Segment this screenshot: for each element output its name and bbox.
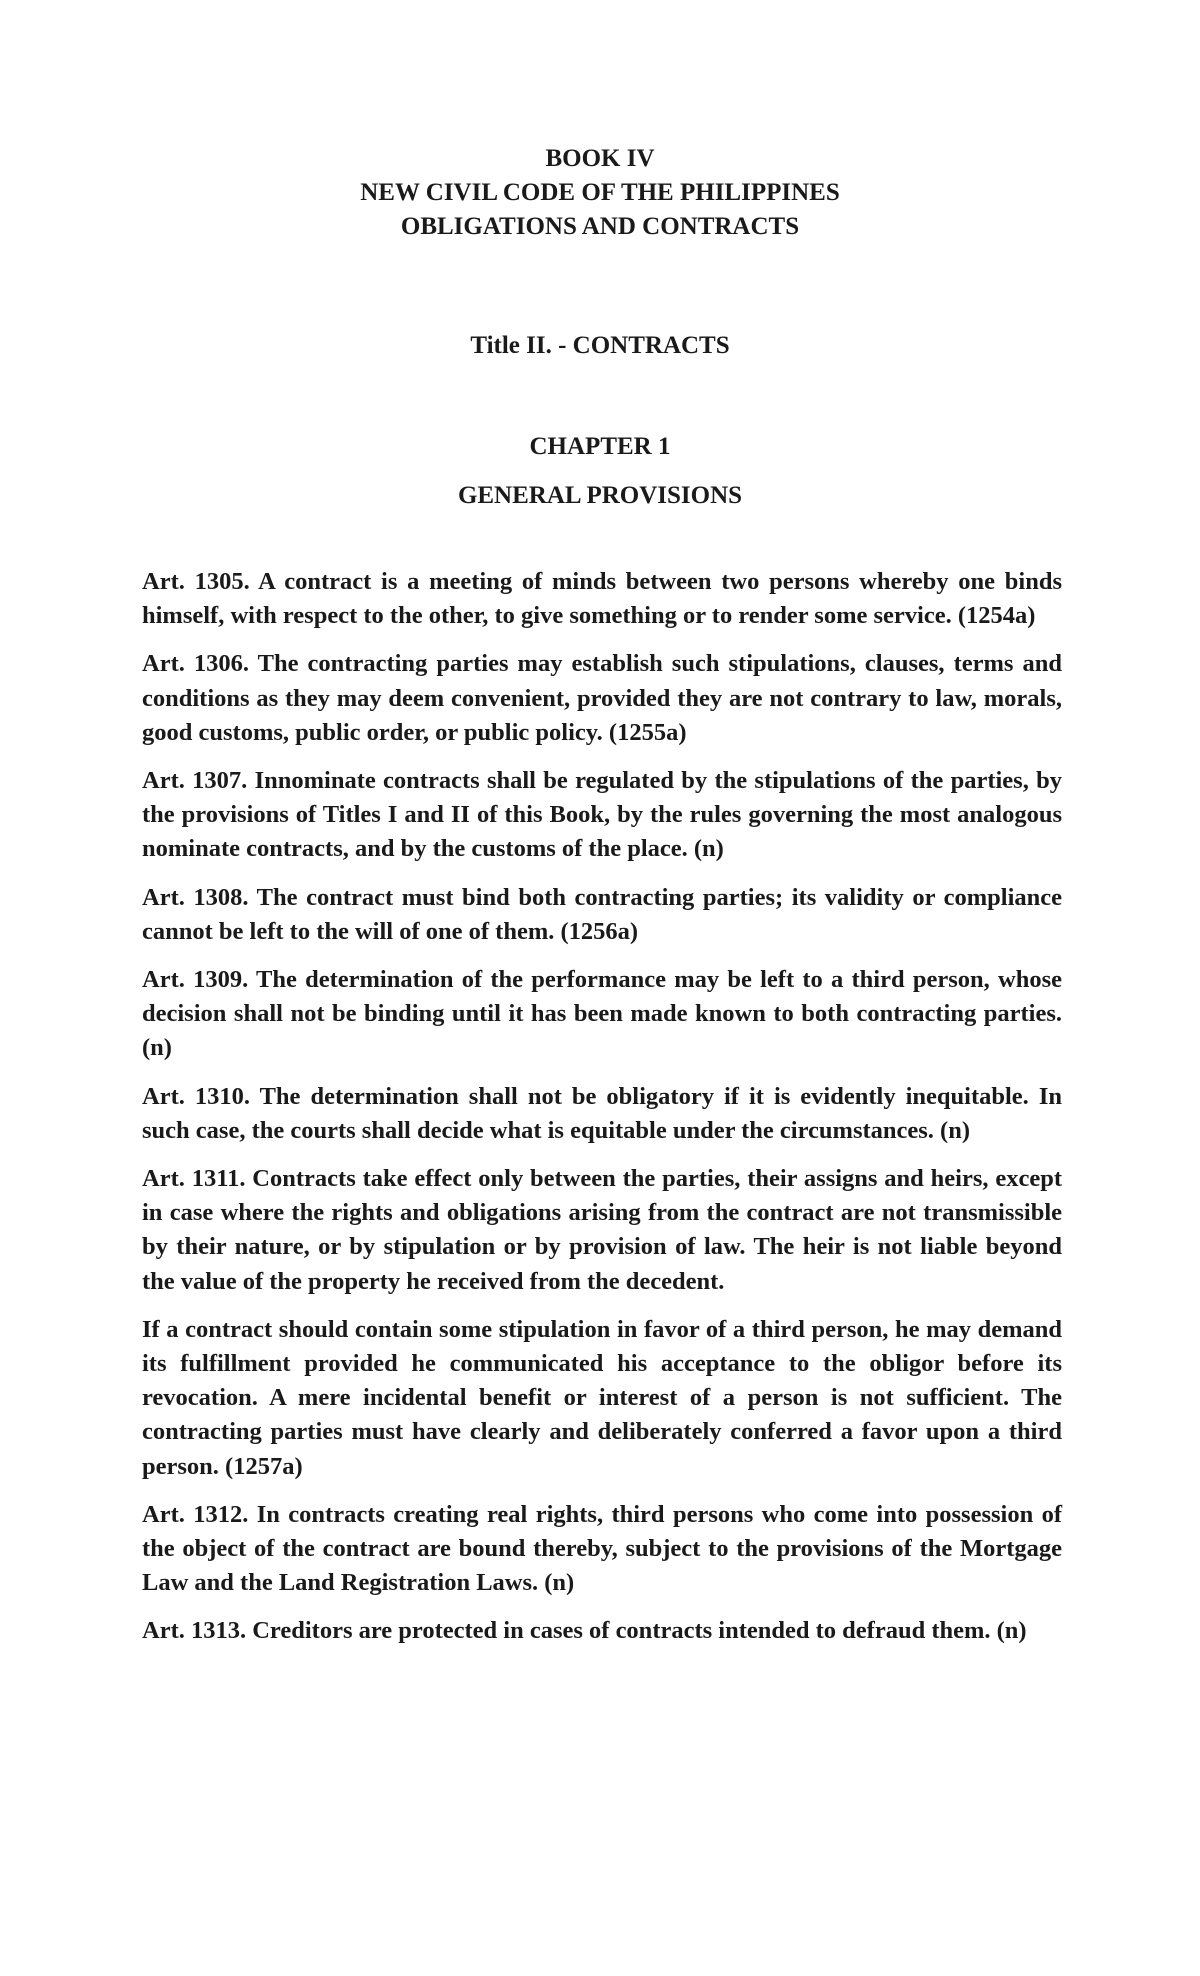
book-heading: BOOK IV <box>545 145 655 172</box>
code-heading: NEW CIVIL CODE OF THE PHILIPPINES <box>360 179 840 206</box>
subject-heading: OBLIGATIONS AND CONTRACTS <box>400 213 800 240</box>
title-heading: Title II. - CONTRACTS <box>470 332 730 359</box>
article-1309: Art. 1309. The determination of the performance may be left to a third person, whose decision shall not be binding until it has been made known to both contracting parties. (n) <box>142 966 1062 1062</box>
article-1308: Art. 1308. The contract must bind both contracting parties; its validity or compliance cannot be left to the will of one of them. (1256a) <box>142 883 1062 945</box>
chapter-number: CHAPTER 1 <box>529 433 671 460</box>
articles-body <box>142 565 1062 1663</box>
chapter-name: GENERAL PROVISIONS <box>457 482 743 509</box>
article-1311: Art. 1311. Contracts take effect only between the parties, their assigns and heirs, except in case where the rights and obligations arising from the contract are not transmissible by their nature, or by stipulation or by provision of law. The heir is not liable beyond the value of the property he received from the decedent. <box>142 1165 1062 1295</box>
article-1310: Art. 1310. The determination shall not be obligatory if it is evidently inequitable. In such case, the courts shall decide what is equitable under the circumstances. (n) <box>142 1082 1062 1144</box>
article-1313: Art. 1313. Creditors are protected in cases of contracts intended to defraud them. (n) <box>142 1617 1027 1645</box>
article-1311-paragraph-2: If a contract should contain some stipulation in favor of a third person, he may demand its fulfillment provided he communicated his acceptance to the obligor before its revocation. A mere incidental benefit or interest of a person is not sufficient. The contracting parties must have clearly and deliberately conferred a favor upon a third person. (1257a) <box>142 1315 1062 1480</box>
article-1307: Art. 1307. Innominate contracts shall be regulated by the stipulations of the parties, by the provisions of Titles I and II of this Book, by the rules governing the most analogous nominate contracts, and by the customs of the place. (n) <box>142 767 1062 863</box>
article-1312: Art. 1312. In contracts creating real rights, third persons who come into possession of the object of the contract are bound thereby, subject to the provisions of the Mortgage Law and the Land Registration Laws. (n) <box>142 1500 1062 1597</box>
document-header <box>0 142 1200 244</box>
article-1305: Art. 1305. A contract is a meeting of minds between two persons whereby one binds himself, with respect to the other, to give something or to render some service. (1254a) <box>142 568 1062 630</box>
article-1306: Art. 1306. The contracting parties may establish such stipulations, clauses, terms and conditions as they may deem convenient, provided they are not contrary to law, morals, good customs, public order, or public policy. (1255a) <box>142 650 1062 746</box>
